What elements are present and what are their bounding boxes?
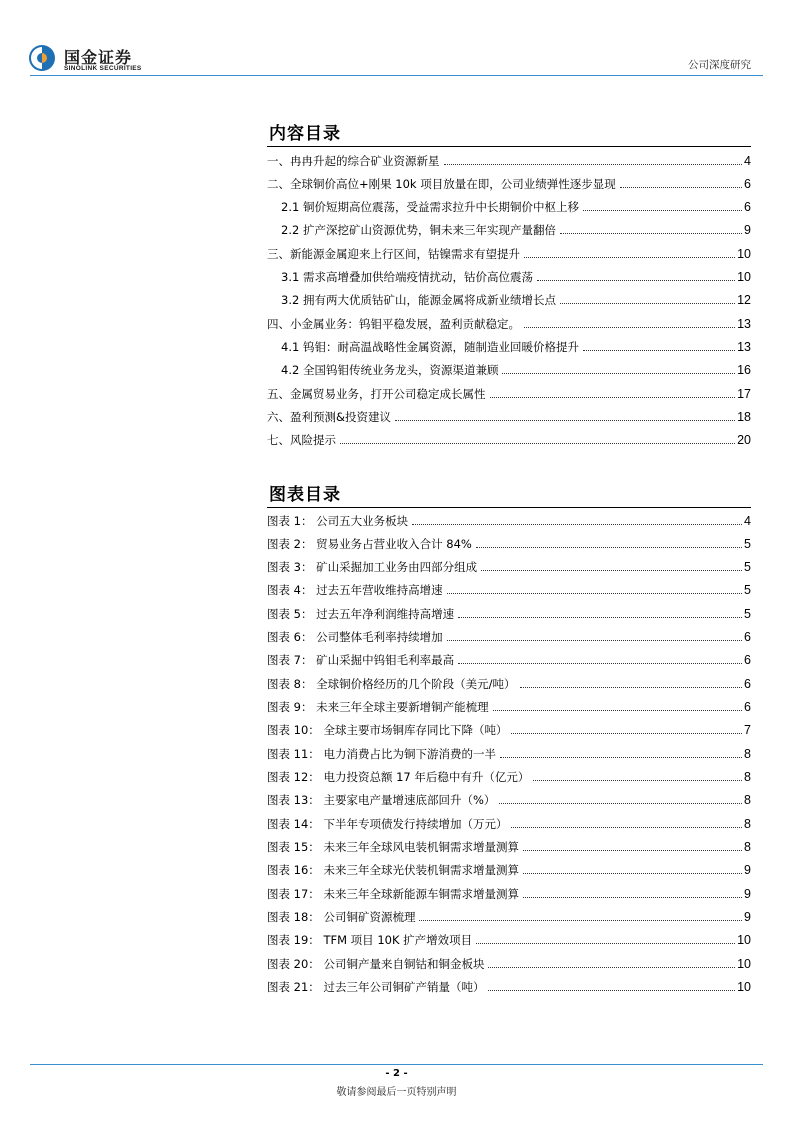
figure-item-label: 图表 14： 下半年专项债发行持续增加（万元）: [267, 817, 508, 831]
toc-item-label: 七、风险提示: [267, 433, 336, 447]
toc-item-page: 12: [737, 293, 751, 307]
figure-item-page: 7: [744, 723, 751, 737]
leader-dots: [511, 733, 742, 734]
toc-item-label: 2.2 扩产深挖矿山资源优势，铜未来三年实现产量翻倍: [281, 223, 556, 237]
toc-item-label: 五、金属贸易业务，打开公司稳定成长属性: [267, 387, 486, 401]
figure-item-page: 8: [744, 793, 751, 807]
figure-item-label: 图表 9： 未来三年全球主要新增铜产能梳理: [267, 700, 489, 714]
leader-dots: [488, 967, 735, 968]
leader-dots: [583, 350, 735, 351]
figure-item-page: 9: [744, 910, 751, 924]
figure-item[interactable]: [267, 860, 751, 878]
figure-item-label: 图表 12： 电力投资总额 17 年后稳中有升（亿元）: [267, 770, 530, 784]
figure-item[interactable]: [267, 580, 751, 598]
toc-item-label: 2.1 铜价短期高位震荡，受益需求拉升中长期铜价中枢上移: [281, 200, 579, 214]
leader-dots: [523, 873, 742, 874]
figure-item[interactable]: [267, 511, 751, 529]
toc-item[interactable]: [267, 430, 751, 448]
toc-subitem[interactable]: [267, 220, 751, 238]
leader-dots: [502, 373, 735, 374]
figure-item[interactable]: [267, 627, 751, 645]
toc-subitem[interactable]: [267, 360, 751, 378]
leader-dots: [476, 547, 742, 548]
toc-item-page: 13: [737, 317, 751, 331]
figure-item[interactable]: [267, 930, 751, 948]
toc-item-page: 4: [744, 154, 751, 168]
figure-item[interactable]: [267, 814, 751, 832]
leader-dots: [523, 897, 742, 898]
figure-item-label: 图表 13： 主要家电产量增速底部回升（%）: [267, 793, 496, 807]
leader-dots: [458, 663, 742, 664]
leader-dots: [560, 233, 742, 234]
leader-dots: [476, 943, 735, 944]
figure-item-page: 5: [744, 537, 751, 551]
toc-item-label: 3.1 需求高增叠加供给端疫情扰动，钴价高位震荡: [281, 270, 533, 284]
sinolink-logo-icon: [28, 44, 56, 72]
report-type: 公司深度研究: [688, 59, 751, 71]
leader-dots: [481, 570, 742, 571]
leader-dots: [419, 920, 742, 921]
figure-item[interactable]: [267, 767, 751, 785]
toc-item-page: 17: [737, 387, 751, 401]
leader-dots: [524, 257, 735, 258]
figure-item-label: 图表 19： TFM 项目 10K 扩产增效项目: [267, 933, 473, 947]
figure-item[interactable]: [267, 907, 751, 925]
header-divider: [30, 75, 763, 76]
footer-divider: [30, 1064, 763, 1065]
toc-subitem[interactable]: [267, 337, 751, 355]
figure-item-page: 8: [744, 747, 751, 761]
toc-item[interactable]: [267, 244, 751, 262]
toc-subitem[interactable]: [267, 197, 751, 215]
figure-item-label: 图表 18： 公司铜矿资源梳理: [267, 910, 416, 924]
figure-item-label: 图表 4： 过去五年营收维持高增速: [267, 583, 443, 597]
toc-item-label: 二、全球铜价高位+刚果 10k 项目放量在即，公司业绩弹性逐步显现: [267, 177, 616, 191]
toc-item[interactable]: [267, 407, 751, 425]
toc-item-label: 六、盈利预测&投资建议: [267, 410, 391, 424]
disclaimer-note: 敬请参阅最后一页特别声明: [336, 1087, 457, 1098]
toc-item-label: 四、小金属业务：钨钼平稳发展，盈利贡献稳定。: [267, 317, 520, 331]
leader-dots: [395, 420, 735, 421]
figure-item-label: 图表 21： 过去三年公司铜矿产销量（吨）: [267, 980, 485, 994]
toc-item[interactable]: [267, 384, 751, 402]
figure-item[interactable]: [267, 650, 751, 668]
leader-dots: [493, 710, 742, 711]
toc-item-label: 三、新能源金属迎来上行区间，钴镍需求有望提升: [267, 247, 520, 261]
figure-item-label: 图表 3： 矿山采掘加工业务由四部分组成: [267, 560, 478, 574]
leader-dots: [447, 593, 742, 594]
brand-name-cn: 国金证券: [64, 48, 133, 67]
leader-dots: [499, 803, 742, 804]
leader-dots: [490, 397, 736, 398]
page-number: - 2 -: [385, 1068, 408, 1079]
toc-item[interactable]: [267, 314, 751, 332]
leader-dots: [447, 640, 742, 641]
leader-dots: [488, 990, 735, 991]
toc-item-page: 13: [737, 340, 751, 354]
figure-item[interactable]: [267, 697, 751, 715]
toc-item-label: 3.2 拥有两大优质钴矿山，能源金属将成新业绩增长点: [281, 293, 556, 307]
contents-title-rule: [267, 146, 751, 147]
figure-item-page: 9: [744, 887, 751, 901]
figure-item-label: 图表 17： 未来三年全球新能源车铜需求增量测算: [267, 887, 519, 901]
figure-item-page: 6: [744, 677, 751, 691]
figure-item-page: 8: [744, 770, 751, 784]
toc-item-label: 4.1 钨钼：耐高温战略性金属资源，随制造业回暖价格提升: [281, 340, 579, 354]
leader-dots: [340, 443, 735, 444]
leader-dots: [520, 687, 743, 688]
toc-item-page: 20: [737, 433, 751, 447]
figure-item[interactable]: [267, 557, 751, 575]
toc-item[interactable]: [267, 151, 751, 169]
toc-item-label: 4.2 全国钨钼传统业务龙头，资源渠道兼顾: [281, 363, 499, 377]
toc-subitem[interactable]: [267, 267, 751, 285]
figure-item-label: 图表 15： 未来三年全球风电装机铜需求增量测算: [267, 840, 519, 854]
figure-item-label: 图表 7： 矿山采掘中钨钼毛利率最高: [267, 653, 455, 667]
figure-item-label: 图表 11： 电力消费占比为铜下游消费的一半: [267, 747, 496, 761]
figure-item[interactable]: [267, 884, 751, 902]
toc-item-label: 一、冉冉升起的综合矿业资源新星: [267, 154, 440, 168]
figures-title-rule: [267, 507, 751, 508]
figure-item-page: 10: [737, 957, 751, 971]
figure-item[interactable]: [267, 674, 751, 692]
figure-item-page: 5: [744, 583, 751, 597]
figure-item-label: 图表 20： 公司铜产量来自铜钴和铜金板块: [267, 957, 485, 971]
figure-item-page: 8: [744, 840, 751, 854]
figure-item[interactable]: [267, 534, 751, 552]
figure-item-label: 图表 2： 贸易业务占营业收入合计 84%: [267, 537, 472, 551]
figure-item-page: 8: [744, 817, 751, 831]
toc-item-page: 6: [744, 200, 751, 214]
leader-dots: [458, 617, 742, 618]
leader-dots: [523, 850, 742, 851]
toc-item[interactable]: [267, 174, 751, 192]
figure-item-label: 图表 1： 公司五大业务板块: [267, 514, 409, 528]
toc-item-page: 6: [744, 177, 751, 191]
figure-item-label: 图表 10： 全球主要市场铜库存同比下降（吨）: [267, 723, 508, 737]
sinolink-logo: [28, 44, 188, 74]
figure-item[interactable]: [267, 790, 751, 808]
figure-item[interactable]: [267, 720, 751, 738]
leader-dots: [444, 164, 743, 165]
figure-item-page: 10: [737, 933, 751, 947]
figure-item[interactable]: [267, 744, 751, 762]
toc-item-page: 10: [737, 247, 751, 261]
figure-item[interactable]: [267, 604, 751, 622]
brand-name-en: SINOLINK SECURITIES: [64, 65, 142, 72]
leader-dots: [511, 827, 742, 828]
toc-item-page: 9: [744, 223, 751, 237]
leader-dots: [560, 303, 735, 304]
toc-item-page: 18: [737, 410, 751, 424]
figure-item[interactable]: [267, 837, 751, 855]
figure-item-page: 10: [737, 980, 751, 994]
figure-item-label: 图表 6： 公司整体毛利率持续增加: [267, 630, 443, 644]
contents-title: 内容目录: [269, 124, 341, 144]
figure-item-page: 6: [744, 700, 751, 714]
leader-dots: [537, 280, 735, 281]
figure-item-page: 5: [744, 607, 751, 621]
figure-item[interactable]: [267, 954, 751, 972]
leader-dots: [533, 780, 742, 781]
figure-item[interactable]: [267, 977, 751, 995]
toc-item-page: 16: [737, 363, 751, 377]
figure-item-label: 图表 5： 过去五年净利润维持高增速: [267, 607, 455, 621]
figure-item-label: 图表 16： 未来三年全球光伏装机铜需求增量测算: [267, 863, 519, 877]
leader-dots: [412, 524, 742, 525]
figure-item-page: 9: [744, 863, 751, 877]
figure-item-page: 6: [744, 630, 751, 644]
figure-item-label: 图表 8： 全球铜价格经历的几个阶段（美元/吨）: [267, 677, 516, 691]
leader-dots: [500, 757, 742, 758]
leader-dots: [583, 210, 742, 211]
toc-subitem[interactable]: [267, 290, 751, 308]
leader-dots: [524, 327, 735, 328]
leader-dots: [620, 187, 742, 188]
figure-item-page: 6: [744, 653, 751, 667]
figure-item-page: 5: [744, 560, 751, 574]
figure-item-page: 4: [744, 514, 751, 528]
toc-item-page: 10: [737, 270, 751, 284]
figures-title: 图表目录: [269, 485, 341, 505]
